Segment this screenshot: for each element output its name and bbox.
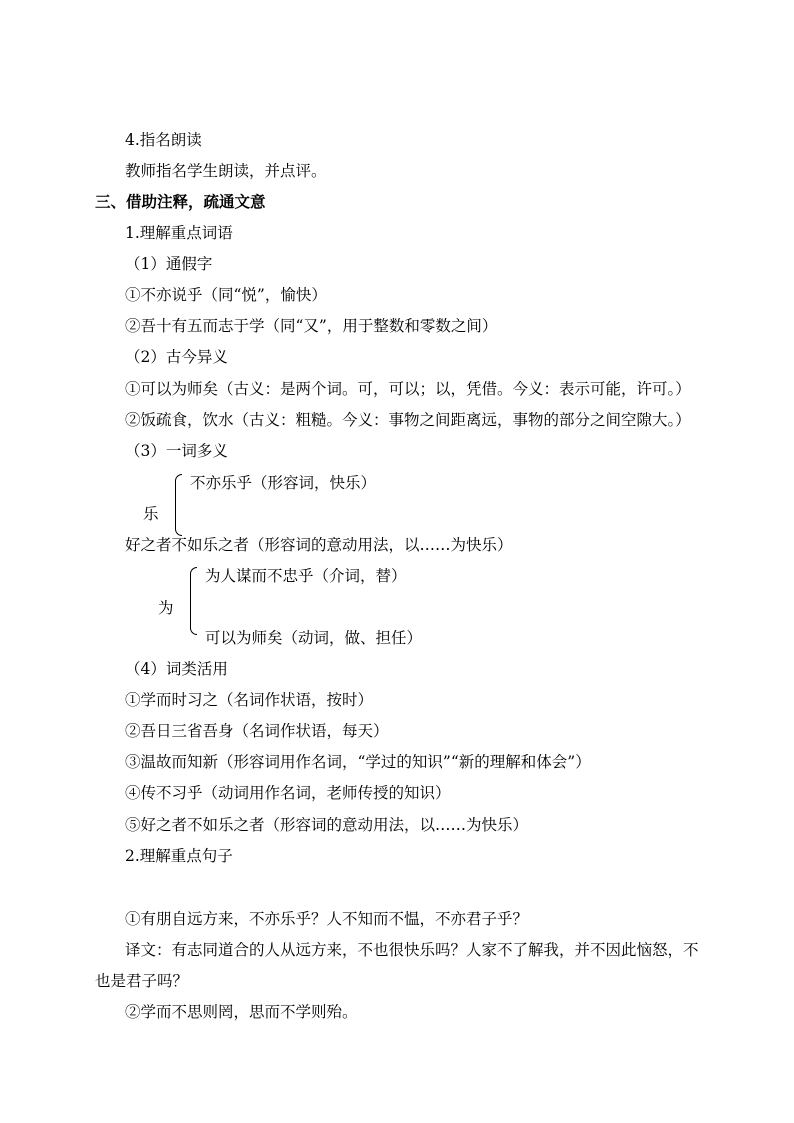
text-line: ②饭疏食，饮水（古义：粗糙。今义：事物之间距离远，事物的部分之间空隙大。） <box>125 411 691 429</box>
text-line: （3）一词多义 <box>125 442 228 460</box>
subheading: 2.理解重点句子 <box>125 847 233 865</box>
text-line: ②吾十有五而志于学（同“又”，用于整数和零数之间） <box>125 317 498 335</box>
translation-line: 也是君子吗？ <box>95 972 189 990</box>
polysemy-item: 不亦乐乎（形容词，快乐） <box>190 474 377 492</box>
polysemy-item: 为人谋而不忠乎（介词，替） <box>205 567 407 585</box>
text-line: （4）词类活用 <box>125 660 228 678</box>
section-heading: 三、借助注释，疏通文意 <box>95 192 266 211</box>
text-line: ①可以为师矣（古义：是两个词。可，可以；以，凭借。今义：表示可能，许可。） <box>125 380 691 398</box>
text-line: （2）古今异义 <box>125 348 228 366</box>
subheading: 1.理解重点词语 <box>125 224 233 242</box>
text-line: ④传不习乎（动词用作名词，老师传授的知识） <box>125 784 451 802</box>
text-line: 4.指名朗读 <box>125 131 202 149</box>
translation-line: 译文：有志同道合的人从远方来，不也很快乐吗？人家不了解我，并不因此恼怒，不 <box>125 941 699 959</box>
text-line: ③温故而知新（形容词用作名词，“学过的知识”“新的理解和体会”） <box>125 753 591 771</box>
polysemy-item: 可以为师矣（动词，做、担任） <box>205 629 423 647</box>
text-line: ⑤好之者不如乐之者（形容词的意动用法，以……为快乐） <box>125 816 529 834</box>
text-line: ②学而不思则罔，思而不学则殆。 <box>125 1003 358 1021</box>
text-line: ①有朋自远方来，不亦乐乎？人不知而不愠，不亦君子乎？ <box>125 910 529 928</box>
text-line: ①学而时习之（名词作状语，按时） <box>125 691 374 709</box>
polysemy-item: 好之者不如乐之者（形容词的意动用法，以……为快乐） <box>125 536 513 554</box>
polysemy-char: 为 <box>158 599 174 617</box>
text-line: 教师指名学生朗读，并点评。 <box>125 162 327 180</box>
polysemy-char: 乐 <box>143 505 159 523</box>
text-line: （1）通假字 <box>125 255 213 273</box>
text-line: ①不亦说乎（同“悦”，愉快） <box>125 286 327 304</box>
brace <box>175 474 182 536</box>
text-line: ②吾日三省吾身（名词作状语，每天） <box>125 722 389 740</box>
brace <box>190 567 197 635</box>
